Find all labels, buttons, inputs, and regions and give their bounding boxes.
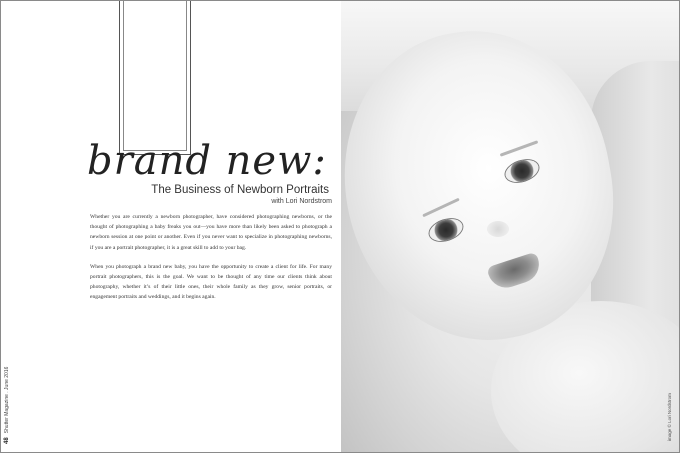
article-subtitle: The Business of Newborn Portraits: [151, 184, 329, 196]
article-paragraph-1: Whether you are currently a newborn photographer, have considered photographing newborns, or the thought of photographing a baby freaks you out—you have more than likely been asked to photograph a newborn session at one point or another. Even if you never want to specialize in photographing newborns, if you are a portrait photographer, it is a great skill to add to your bag.: [90, 214, 332, 251]
page-number: 48: [4, 437, 10, 444]
article-title: brand new:: [87, 138, 327, 184]
article-paragraph-2: When you photograph a brand new baby, you have the opportunity to create a client for life. For many portrait photographers, this is the goal. We want to be thought of any time our clients think about photography, whether it’s of their little ones, their whole family as they grow, senior portraits, or engagement portraits and weddings, and it begins again.: [90, 263, 332, 301]
article-body: [90, 212, 332, 312]
magazine-issue: Shutter Magazine . June 2016: [4, 366, 10, 434]
left-page: [1, 1, 341, 452]
baby-portrait-photo: [341, 1, 679, 452]
folio: [4, 334, 14, 444]
baby-nose: [487, 221, 509, 237]
photo-credit: image © Lori Nordstrom: [667, 393, 672, 441]
decorative-frame: [119, 0, 191, 155]
article-byline: with Lori Nordstrom: [271, 198, 332, 205]
